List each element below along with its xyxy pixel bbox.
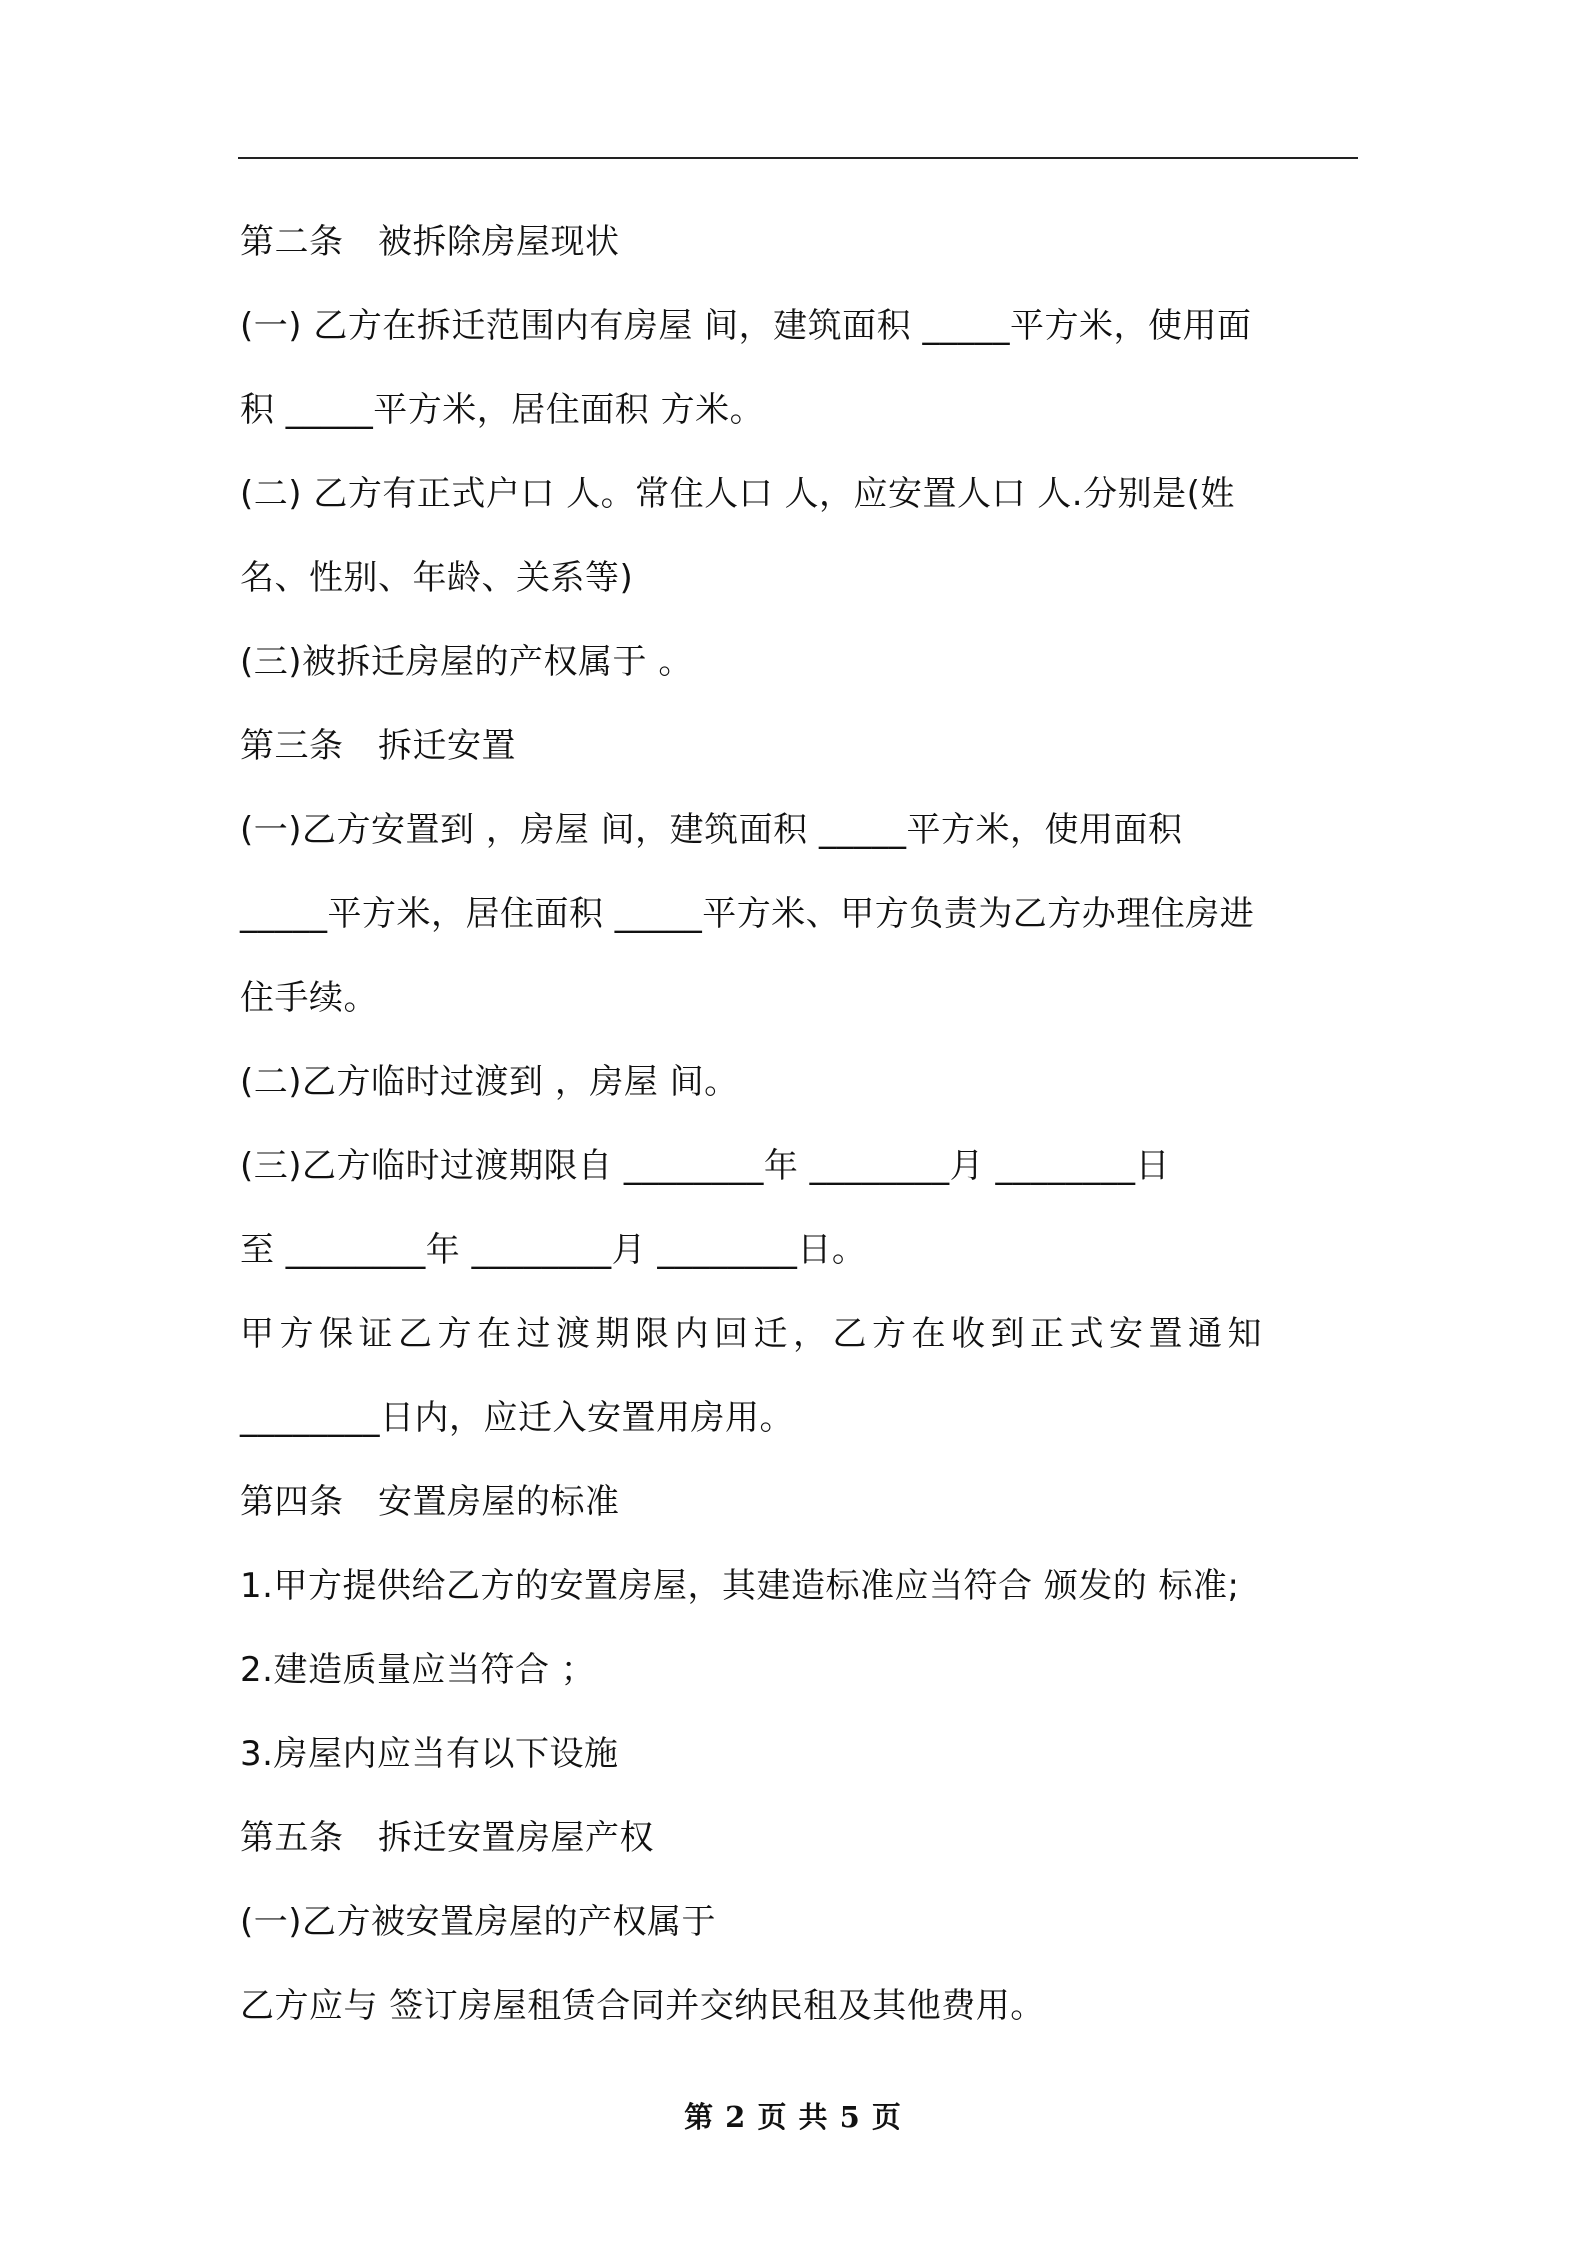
paragraph-line: 名、性别、年龄、关系等) <box>240 558 634 598</box>
paragraph-line: 乙方应与 签订房屋租赁合同并交纳民租及其他费用。 <box>240 1986 1045 2026</box>
paragraph-line: (二)乙方临时过渡到 ，房屋 间。 <box>240 1062 739 1102</box>
document-body <box>240 200 1360 2048</box>
paragraph-line: _____平方米，居住面积 _____平方米、甲方负责为乙方办理住房进 <box>240 894 1255 934</box>
paragraph-line: 1.甲方提供给乙方的安置房屋，其建造标准应当符合 颁发的 标准; <box>240 1566 1240 1606</box>
paragraph-line: 2.建造质量应当符合 ； <box>240 1650 596 1690</box>
paragraph-line: 3.房屋内应当有以下设施 <box>240 1734 619 1774</box>
article-3-heading: 第三条 拆迁安置 <box>240 726 516 766</box>
paragraph-line: (一) 乙方在拆迁范围内有房屋 间，建筑面积 _____平方米，使用面 <box>240 306 1252 346</box>
paragraph-line: 至 ________年 ________月 ________日。 <box>240 1230 867 1270</box>
paragraph-line: (二) 乙方有正式户口 人。常住人口 人，应安置人口 人.分别是(姓 <box>240 474 1235 514</box>
article-2-heading: 第二条 被拆除房屋现状 <box>240 222 620 262</box>
paragraph-line: (一)乙方被安置房屋的产权属于 <box>240 1902 717 1942</box>
article-5-heading: 第五条 拆迁安置房屋产权 <box>240 1818 654 1858</box>
page-number-footer: 第 2 页 共 5 页 <box>684 2100 902 2134</box>
paragraph-line: 甲方保证乙方在过渡期限内回迁，乙方在收到正式安置通知 <box>240 1314 1267 1354</box>
header-rule <box>238 157 1358 159</box>
article-4-heading: 第四条 安置房屋的标准 <box>240 1482 620 1522</box>
paragraph-line: (一)乙方安置到 ，房屋 间，建筑面积 _____平方米，使用面积 <box>240 810 1183 850</box>
paragraph-line: (三)乙方临时过渡期限自 ________年 ________月 ________日 <box>240 1146 1170 1186</box>
paragraph-line: 住手续。 <box>240 978 378 1018</box>
paragraph-line: ________日内，应迁入安置用房用。 <box>240 1398 794 1438</box>
paragraph-line: 积 _____平方米，居住面积 方米。 <box>240 390 765 430</box>
paragraph-line: (三)被拆迁房屋的产权属于 。 <box>240 642 693 682</box>
